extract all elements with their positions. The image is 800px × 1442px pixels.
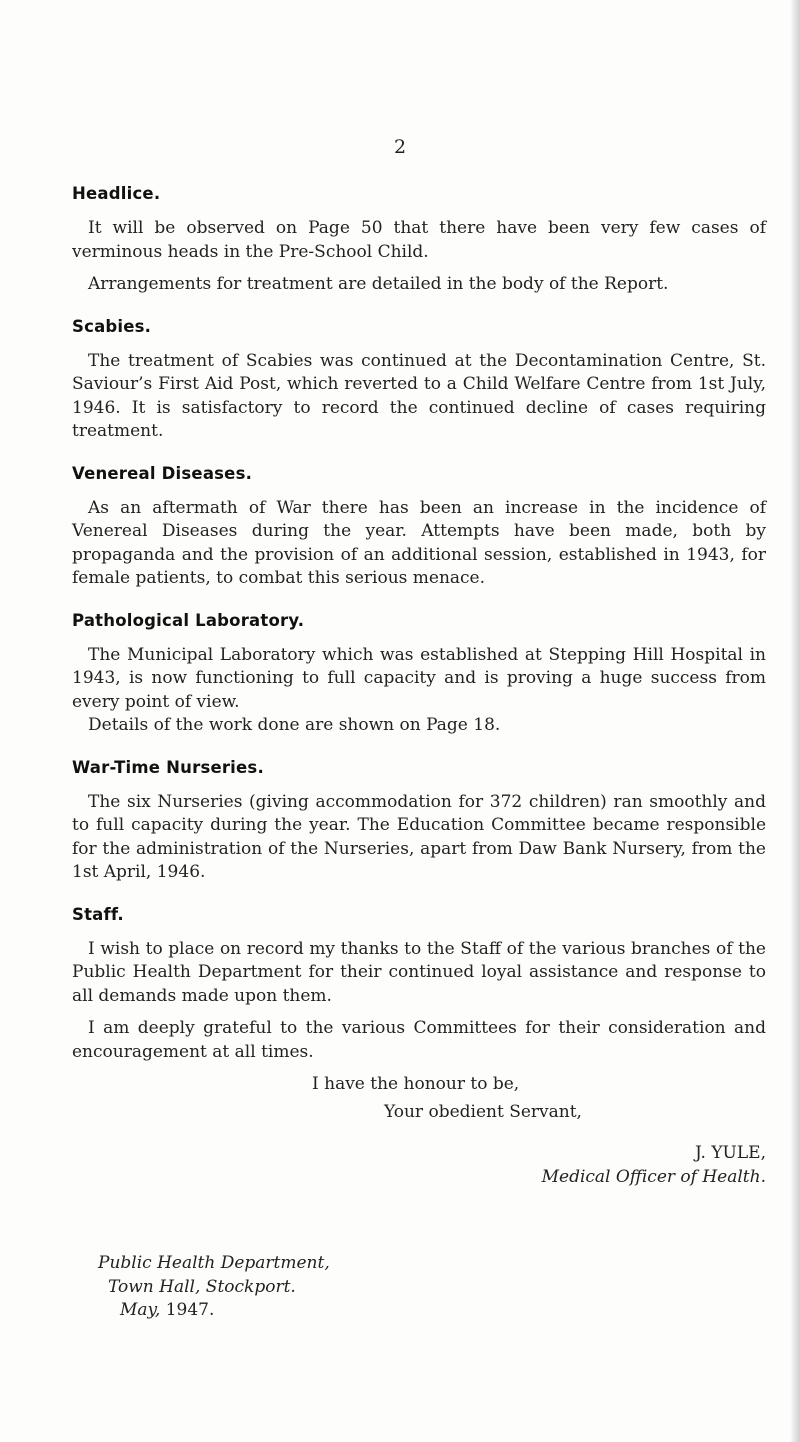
address-line: Town Hall, Stockport. [108,1276,296,1297]
section-heading: Pathological Laboratory. [72,610,305,630]
address-date [98,1299,330,1323]
section-headlice [72,184,766,297]
section-heading: Staff. [72,904,124,924]
paragraph: The treatment of Scabies was continued at the Decontamination Centre, St. Saviour’s First Aid Post, which reverted to a Child Welfare Centre from 1st July, 1946. It is satisfactory to record the continued decline of cases requiring treatment. [72,350,766,441]
report-body [72,184,766,1189]
address-month: May, [120,1300,161,1320]
section-heading: War-Time Nurseries. [72,757,264,777]
section-war-time-nurseries [72,758,766,885]
paragraph: I am deeply grateful to the various Committees for their consideration and encouragement at all times. [72,1018,766,1062]
section-scabies [72,317,766,444]
paragraph: Arrangements for treatment are detailed in the body of the Report. [88,274,669,294]
paragraph: The Municipal Laboratory which was established at Stepping Hill Hospital in 1943, is now functioning to full capacity and is proving a huge success from every point of view. [72,644,766,712]
signature-name: J. YULE, [695,1143,766,1163]
signature-block [72,1142,766,1189]
address-year: 1947. [165,1300,215,1320]
section-heading: Headlice. [72,184,161,203]
closing-line: Your obedient Servant, [384,1101,582,1122]
address-block [98,1252,330,1323]
closing [72,1073,766,1124]
paragraph: As an aftermath of War there has been an increase in the incidence of Venereal Diseases during the year. Attempts have been made, both by propaganda and the provision of an additional session, established in 1943, for female patients, to combat this serious menace. [72,497,766,588]
section-pathological-laboratory [72,611,766,738]
paragraph: It will be observed on Page 50 that there have been very few cases of verminous heads in the Pre-School Child. [72,218,766,262]
address-line: Public Health Department, [98,1253,330,1273]
paragraph: Details of the work done are shown on Page 18. [88,715,501,735]
page-number: 2 [393,136,407,158]
section-heading: Venereal Diseases. [72,463,253,483]
paragraph: I wish to place on record my thanks to the Staff of the various branches of the Public Health Department for their continued loyal assistance and response to all demands made upon them. [72,938,766,1006]
section-heading: Scabies. [72,316,152,336]
section-venereal-diseases [72,464,766,591]
section-staff [72,905,766,1065]
closing-line: I have the honour to be, [312,1074,520,1094]
paragraph: The six Nurseries (giving accommodation for 372 children) ran smoothly and to full capacity during the year. The Education Committee became responsible for the administration of the Nurseries, apart from Daw Bank Nursery, from the 1st April, 1946. [72,791,766,882]
page-edge-shadow [790,0,800,1442]
signature-title: Medical Officer of Health. [541,1166,766,1187]
